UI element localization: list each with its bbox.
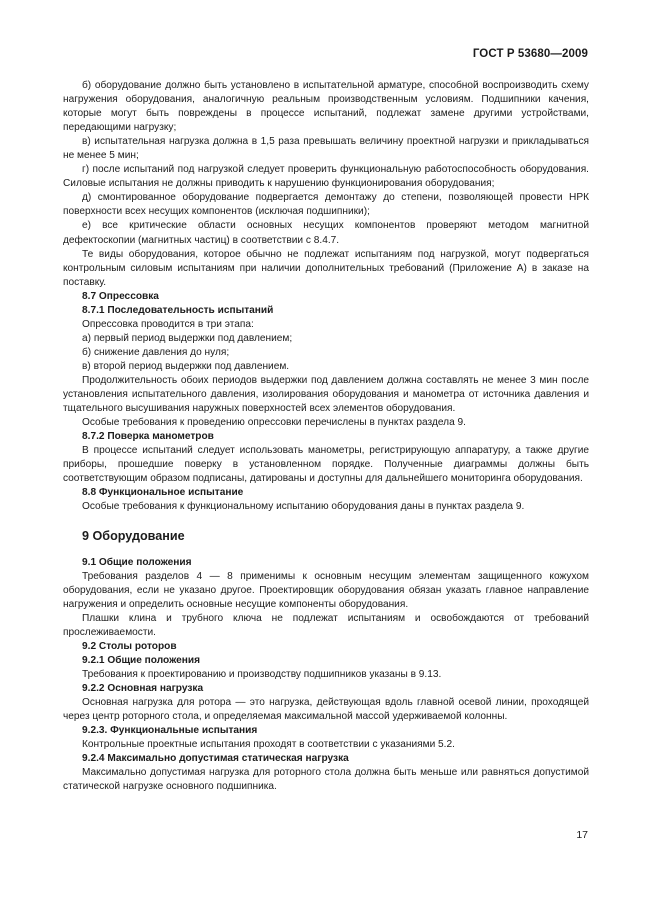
paragraph: в) испытательная нагрузка должна в 1,5 раза превышать величину проектной нагрузки и прикладываться не менее 5 мин; xyxy=(63,136,589,162)
paragraph: б) оборудование должно быть установлено в испытательной арматуре, способной воспроизводить схему нагружения оборудования, аналогичную реальным производственным условиям. Подшипники качения, которые могут быть повреждены в процессе испытаний, подлежат замене другими устройствами, передающими нагрузку; xyxy=(63,80,589,134)
section-heading: 8.7.2 Поверка манометров xyxy=(82,431,214,443)
section-heading: 9.2.3. Функциональные испытания xyxy=(82,725,258,737)
paragraph: Требования к проектированию и производству подшипников указаны в 9.13. xyxy=(82,668,442,680)
paragraph: Контрольные проектные испытания проходят в соответствии с указаниями 5.2. xyxy=(82,739,455,751)
paragraph: Плашки клина и трубного ключа не подлежат испытаниям и освобождаются от требований прослеживаемости. xyxy=(63,612,589,638)
page-number: 17 xyxy=(576,829,588,841)
paragraph: Продолжительность обоих периодов выдержки под давлением должна составлять не менее 3 мин после установления испытательного давления, изолирования оборудования и манометра от источника давления и тщательного высушивания наружных поверхностей всех элементов оборудования. xyxy=(63,374,589,415)
paragraph: Требования разделов 4 — 8 применимы к основным несущим элементам защищенного кожухом оборудования, если не указано другое. Проектировщик оборудования обязан указать главное направление нагружения и определить основные несущие компоненты оборудования. xyxy=(63,570,589,610)
paragraph: Те виды оборудования, которое обычно не подлежат испытаниям под нагрузкой, могут подвергаться контрольным силовым испытаниям при наличии дополнительных требований (Приложение А) в заказе на поставку. xyxy=(63,248,589,288)
section-heading: 9.2 Столы роторов xyxy=(82,640,177,652)
paragraph: д) смонтированное оборудование подвергается демонтажу до степени, позволяющей провести НРК поверхности всех несущих компонентов (исключая подшипники); xyxy=(63,192,589,218)
document-header: ГОСТ Р 53680—2009 xyxy=(472,48,588,60)
paragraph: Максимально допустимая нагрузка для роторного стола должна быть меньше или равняться допустимой статической нагрузке основного подшипника. xyxy=(63,767,589,793)
list-item: б) снижение давления до нуля; xyxy=(82,346,230,358)
section-heading: 9.2.2 Основная нагрузка xyxy=(82,682,204,694)
section-heading: 9.2.1 Общие положения xyxy=(82,654,200,666)
document-body xyxy=(63,79,589,794)
paragraph: В процессе испытаний следует использовать манометры, регистрирующую аппаратуру, а также другие приборы, прошедшие поверку в установленном порядке. Полученные диаграммы должны быть соответствующим образом подписаны, датированы и доступны для дальнейшего мониторинга оборудования. xyxy=(63,445,589,485)
section-heading: 8.8 Функциональное испытание xyxy=(82,487,244,499)
paragraph: г) после испытаний под нагрузкой следует проверить функциональную работоспособность оборудования. Силовые испытания не должны приводить к нарушению функционирования оборудования; xyxy=(63,164,589,190)
paragraph: Основная нагрузка для ротора — это нагрузка, действующая вдоль главной осевой линии, проходящей через центр роторного стола, и определяемая максимальной массой удерживаемой колонны. xyxy=(63,696,589,723)
list-item: а) первый период выдержки под давлением; xyxy=(82,332,293,344)
paragraph: Опрессовка проводится в три этапа: xyxy=(82,318,254,330)
section-heading: 9.2.4 Максимально допустимая статическая нагрузка xyxy=(82,753,349,765)
section-heading: 8.7 Опрессовка xyxy=(82,290,159,302)
section-heading: 9.1 Общие положения xyxy=(82,556,192,568)
paragraph: е) все критические области основных несущих компонентов проверяют методом магнитной дефектоскопии (магнитных частиц) в соответствии с 8.4.7. xyxy=(63,220,589,246)
paragraph: Особые требования к проведению опрессовки перечислены в пунктах раздела 9. xyxy=(82,417,466,429)
chapter-heading: 9 Оборудование xyxy=(82,529,185,544)
paragraph: Особые требования к функциональному испытанию оборудования даны в пунктах раздела 9. xyxy=(82,501,525,513)
section-heading: 8.7.1 Последовательность испытаний xyxy=(82,304,274,316)
list-item: в) второй период выдержки под давлением. xyxy=(82,360,290,372)
